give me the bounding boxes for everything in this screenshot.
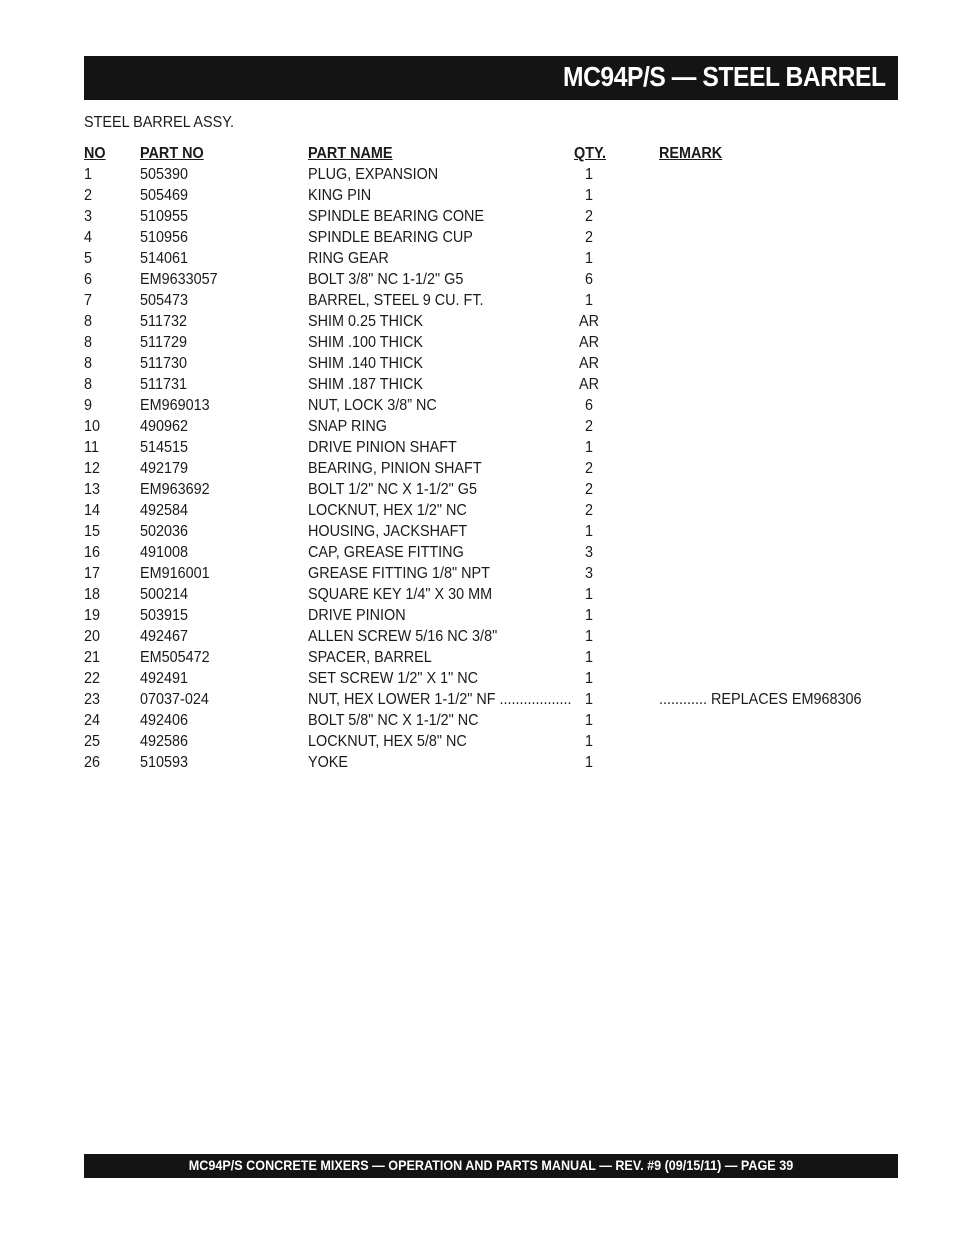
cell-no: 5 [84,250,93,267]
cell-no: 11 [84,439,99,456]
table-row [84,710,874,731]
cell-part-no: 07037-024 [140,691,209,708]
cell-part-no: 505390 [140,166,189,183]
cell-part-no: 511730 [140,355,187,372]
cell-part-name: DRIVE PINION SHAFT [308,439,457,456]
cell-qty: 1 [584,691,594,708]
cell-part-name: SPACER, BARREL [308,649,432,666]
cell-qty: 1 [584,754,594,771]
cell-part-no: 510956 [140,229,189,246]
cell-qty: 2 [584,229,594,246]
cell-part-name: PLUG, EXPANSION [308,166,439,183]
cell-qty: 2 [584,208,594,225]
cell-part-no: 505469 [140,187,189,204]
cell-part-no: 503915 [140,607,189,624]
cell-part-no: 502036 [140,523,189,540]
table-row [84,563,874,584]
cell-qty: 1 [584,586,594,603]
cell-part-name: HOUSING, JACKSHAFT [308,523,468,540]
cell-part-name: BOLT 3/8" NC 1-1/2" G5 [308,271,464,288]
table-row [84,626,874,647]
cell-part-name: NUT, HEX LOWER 1-1/2" NF .................. [308,691,572,708]
cell-part-no: 511731 [140,376,187,393]
cell-no: 7 [84,292,93,309]
cell-qty: 1 [584,187,594,204]
cell-part-no: 492584 [140,502,189,519]
cell-part-no: EM963692 [140,481,210,498]
parts-table [84,143,874,773]
cell-part-name: SHIM .100 THICK [308,334,423,351]
table-row [84,332,874,353]
table-row [84,185,874,206]
cell-no: 8 [84,334,93,351]
cell-qty: 1 [584,292,594,309]
cell-part-no: 514515 [140,439,189,456]
header-qty: QTY. [574,145,607,162]
cell-part-no: 511729 [140,334,187,351]
cell-no: 10 [84,418,101,435]
table-row [84,353,874,374]
cell-qty: 1 [584,628,594,645]
footer-text: MC94P/S CONCRETE MIXERS — OPERATION AND PARTS MANUAL — REV. #9 (09/15/11) — PAGE 39 [188,1157,794,1173]
cell-part-no: EM969013 [140,397,210,414]
table-row [84,227,874,248]
page-title-bar [84,56,898,100]
cell-part-no: 510955 [140,208,189,225]
footer-bar [84,1154,898,1178]
cell-no: 20 [84,628,101,645]
cell-part-no: 514061 [140,250,189,267]
cell-part-no: 505473 [140,292,189,309]
cell-part-name: DRIVE PINION [308,607,406,624]
page-title: MC94P/S — STEEL BARREL [563,61,886,92]
cell-part-name: BARREL, STEEL 9 CU. FT. [308,292,484,309]
table-row [84,668,874,689]
cell-qty: 3 [584,565,594,582]
cell-qty: 6 [584,271,594,288]
cell-part-name: SET SCREW 1/2" X 1" NC [308,670,479,687]
table-row [84,164,874,185]
cell-part-name: SNAP RING [308,418,387,435]
cell-no: 17 [84,565,101,582]
cell-no: 24 [84,712,101,729]
table-row [84,584,874,605]
table-row [84,731,874,752]
header-remark: REMARK [659,145,723,162]
table-row [84,416,874,437]
cell-remark: ............ REPLACES EM968306 [659,691,862,708]
table-row [84,479,874,500]
cell-qty: 2 [584,481,594,498]
header-no: NO [84,145,106,162]
table-row [84,500,874,521]
cell-part-name: BOLT 5/8" NC X 1-1/2" NC [308,712,479,729]
cell-part-no: 492491 [140,670,189,687]
cell-part-name: KING PIN [308,187,372,204]
cell-no: 6 [84,271,93,288]
table-row [84,458,874,479]
cell-no: 13 [84,481,101,498]
cell-qty: 1 [584,649,594,666]
cell-part-no: EM916001 [140,565,210,582]
cell-no: 15 [84,523,101,540]
cell-part-name: BEARING, PINION SHAFT [308,460,482,477]
cell-part-name: SPINDLE BEARING CUP [308,229,473,246]
cell-part-name: SPINDLE BEARING CONE [308,208,485,225]
cell-part-no: 491008 [140,544,189,561]
cell-no: 4 [84,229,93,246]
cell-no: 19 [84,607,101,624]
table-row [84,269,874,290]
cell-qty: 1 [584,439,594,456]
cell-part-no: 492467 [140,628,189,645]
header-part-name: PART NAME [308,145,393,162]
cell-part-no: EM505472 [140,649,210,666]
cell-qty: 1 [584,250,594,267]
header-part-no: PART NO [140,145,204,162]
cell-no: 1 [84,166,93,183]
table-row [84,248,874,269]
cell-part-name: GREASE FITTING 1/8" NPT [308,565,490,582]
cell-qty: AR [578,355,599,372]
cell-part-name: LOCKNUT, HEX 1/2" NC [308,502,467,519]
cell-part-name: BOLT 1/2" NC X 1-1/2" G5 [308,481,477,498]
cell-no: 14 [84,502,101,519]
cell-part-name: SHIM .187 THICK [308,376,423,393]
table-body [84,164,874,773]
cell-qty: 6 [584,397,594,414]
cell-part-name: LOCKNUT, HEX 5/8" NC [308,733,467,750]
cell-qty: AR [578,376,599,393]
cell-qty: 1 [584,607,594,624]
cell-part-no: 492179 [140,460,189,477]
table-row [84,542,874,563]
cell-no: 9 [84,397,93,414]
cell-part-name: CAP, GREASE FITTING [308,544,464,561]
cell-no: 23 [84,691,101,708]
cell-part-no: 492586 [140,733,189,750]
table-row [84,521,874,542]
cell-no: 16 [84,544,101,561]
assembly-subtitle: STEEL BARREL ASSY. [84,114,234,131]
cell-part-no: 500214 [140,586,189,603]
cell-no: 8 [84,376,93,393]
cell-no: 8 [84,313,93,330]
cell-qty: 2 [584,418,594,435]
cell-qty: AR [578,313,599,330]
cell-qty: 1 [584,670,594,687]
table-row [84,311,874,332]
cell-part-no: 510593 [140,754,189,771]
cell-qty: 1 [584,166,594,183]
cell-part-name: ALLEN SCREW 5/16 NC 3/8" [308,628,498,645]
cell-qty: 1 [584,523,594,540]
cell-part-no: 511732 [140,313,187,330]
cell-qty: 1 [584,712,594,729]
table-row [84,647,874,668]
cell-qty: 2 [584,502,594,519]
cell-qty: 3 [584,544,594,561]
table-row [84,395,874,416]
cell-no: 3 [84,208,93,225]
cell-no: 22 [84,670,101,687]
cell-part-no: EM9633057 [140,271,218,288]
cell-part-name: YOKE [308,754,349,771]
table-row [84,605,874,626]
cell-qty: 1 [584,733,594,750]
cell-qty: 2 [584,460,594,477]
cell-part-name: SHIM 0.25 THICK [308,313,423,330]
cell-no: 18 [84,586,101,603]
table-row [84,374,874,395]
cell-no: 21 [84,649,101,666]
cell-part-no: 492406 [140,712,189,729]
table-row [84,437,874,458]
cell-part-name: RING GEAR [308,250,389,267]
table-row [84,689,874,710]
table-row [84,206,874,227]
table-row [84,290,874,311]
cell-no: 26 [84,754,101,771]
table-header-row [84,143,874,164]
cell-part-name: SQUARE KEY 1/4" X 30 MM [308,586,493,603]
table-row [84,752,874,773]
cell-no: 8 [84,355,93,372]
cell-no: 2 [84,187,93,204]
cell-part-name: NUT, LOCK 3/8” NC [308,397,437,414]
cell-qty: AR [578,334,599,351]
cell-part-no: 490962 [140,418,189,435]
cell-no: 12 [84,460,101,477]
cell-no: 25 [84,733,101,750]
cell-part-name: SHIM .140 THICK [308,355,423,372]
